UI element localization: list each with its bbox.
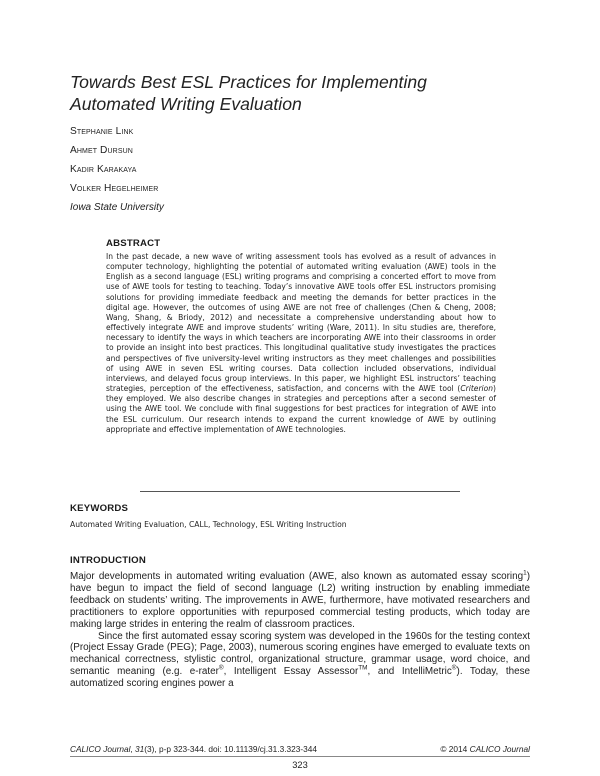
article-title: [70, 71, 540, 115]
copyright-journal: CALICO Journal: [469, 744, 530, 754]
intro-p1-text-b: ) have begun to impact the field of second language (L2) writing instruction by enabling immediate feedback on students’ writing. The improvements in AWE, furthermore, have motivated researchers and practitioners to explore opportunities with repurposed commercial testing products, which today are making large strides in entering the realm of classroom practices.: [70, 571, 530, 630]
abstract-text: [106, 252, 496, 435]
author-name: Ahmet Dursun: [70, 145, 133, 156]
intro-p2-text-d: ). Today, these automatized scoring engines power a: [70, 666, 530, 690]
footnote-marker[interactable]: 1: [523, 569, 527, 577]
abstract-heading: ABSTRACT: [106, 238, 161, 249]
footer-journal-name: CALICO Journal: [70, 744, 131, 754]
keywords-heading: KEYWORDS: [70, 503, 129, 514]
author-name: Volker Hegelheimer: [70, 183, 159, 194]
title-line-2: Automated Writing Evaluation: [70, 94, 302, 114]
footer-citation: CALICO Journal, 31(3), p-p 323-344. doi: 10.11139/cj.31.3.323-344: [70, 744, 317, 754]
abstract-text-part2: ) they employed. We also describe changes in strategies and perceptions after a second semester of using the AWE tool. We conclude with final suggestions for best practices for integration of AWE into the ESL curriculum. Our research intends to expand the current knowledge of AWE by outlining appropriate and effective implementation of AWE technologies.: [106, 384, 496, 434]
author-affiliation: Iowa State University: [70, 202, 164, 213]
introduction-heading: INTRODUCTION: [70, 555, 146, 566]
abstract-text-part1: In the past decade, a new wave of writing assessment tools has evolved as a result of advances in computer technology, highlighting the potential of automated writing evaluation (AWE) tools in the English as a second language (ESL) writing programs and comprising a concerted effort to move from use of AWE tools for testing to teaching. Today’s innovative AWE tools offer ESL instructors promising solutions for providing immediate feedback and meeting the demands for better practices in the digital age. However, the outcomes of using AWE are not free of challenges (Chen & Cheng, 2008; Wang, Shang, & Briody, 2012) and necessitate a comprehensive understanding about how to effectively integrate AWE and improve students’ writing (Ware, 2011). In situ studies are, therefore, necessary to identify the ways in which teachers are incorporating AWE into their classrooms in order to provide an insight into best practices. This longitudinal qualitative study investigates the practices and perspectives of five university-level writing instructors as they meet challenges and possibilities of using AWE in seven ESL writing courses. Data collection included observations, individual interviews, and delayed focus group interviews. In this paper, we highlight ESL instructors’ teaching strategies, perception of the effectiveness, satisfaction, and concerns with the AWE tool (: [106, 252, 496, 394]
footer-copyright: [420, 744, 530, 754]
section-divider: [140, 491, 460, 492]
intro-p1-text-a: Major developments in automated writing evaluation (AWE, also known as automated essay scoring: [70, 571, 524, 582]
title-line-1: Towards Best ESL Practices for Implementing: [70, 72, 427, 92]
trademark-mark: TM: [358, 664, 368, 672]
abstract-text-italic: Criterion: [460, 384, 494, 394]
intro-paragraph-1: [70, 571, 530, 631]
intro-paragraph-2: [70, 631, 530, 691]
registered-mark: ®: [218, 664, 224, 672]
footer-citation-details: (3), p-p 323-344. doi: 10.11139/cj.31.3.323-344: [144, 744, 317, 754]
page-number: 323: [292, 760, 308, 770]
intro-p2-text-c: , and IntelliMetric: [367, 666, 452, 678]
copyright-prefix: © 2014: [440, 744, 470, 754]
intro-p2-text-a: Since the first automated essay scoring system was developed in the 1960s for the testing context (Project Essay Grade (PEG); Page, 2003), numerous scoring engines have emerged to evaluate texts on mechanical correctness, stylistic control, organizational structure, grammar usage, word choice, and semantic meaning (e.g. e-rater: [70, 630, 530, 678]
keywords-text: Automated Writing Evaluation, CALL, Technology, ESL Writing Instruction: [70, 520, 347, 529]
introduction-body: [70, 571, 530, 690]
registered-mark: ®: [451, 664, 457, 672]
author-name: Stephanie Link: [70, 126, 134, 137]
intro-p2-text-b: , Intelligent Essay Assessor: [223, 666, 359, 678]
author-name: Kadir Karakaya: [70, 164, 137, 175]
footer-volume: 31: [135, 744, 145, 754]
footer-divider: [70, 756, 530, 757]
